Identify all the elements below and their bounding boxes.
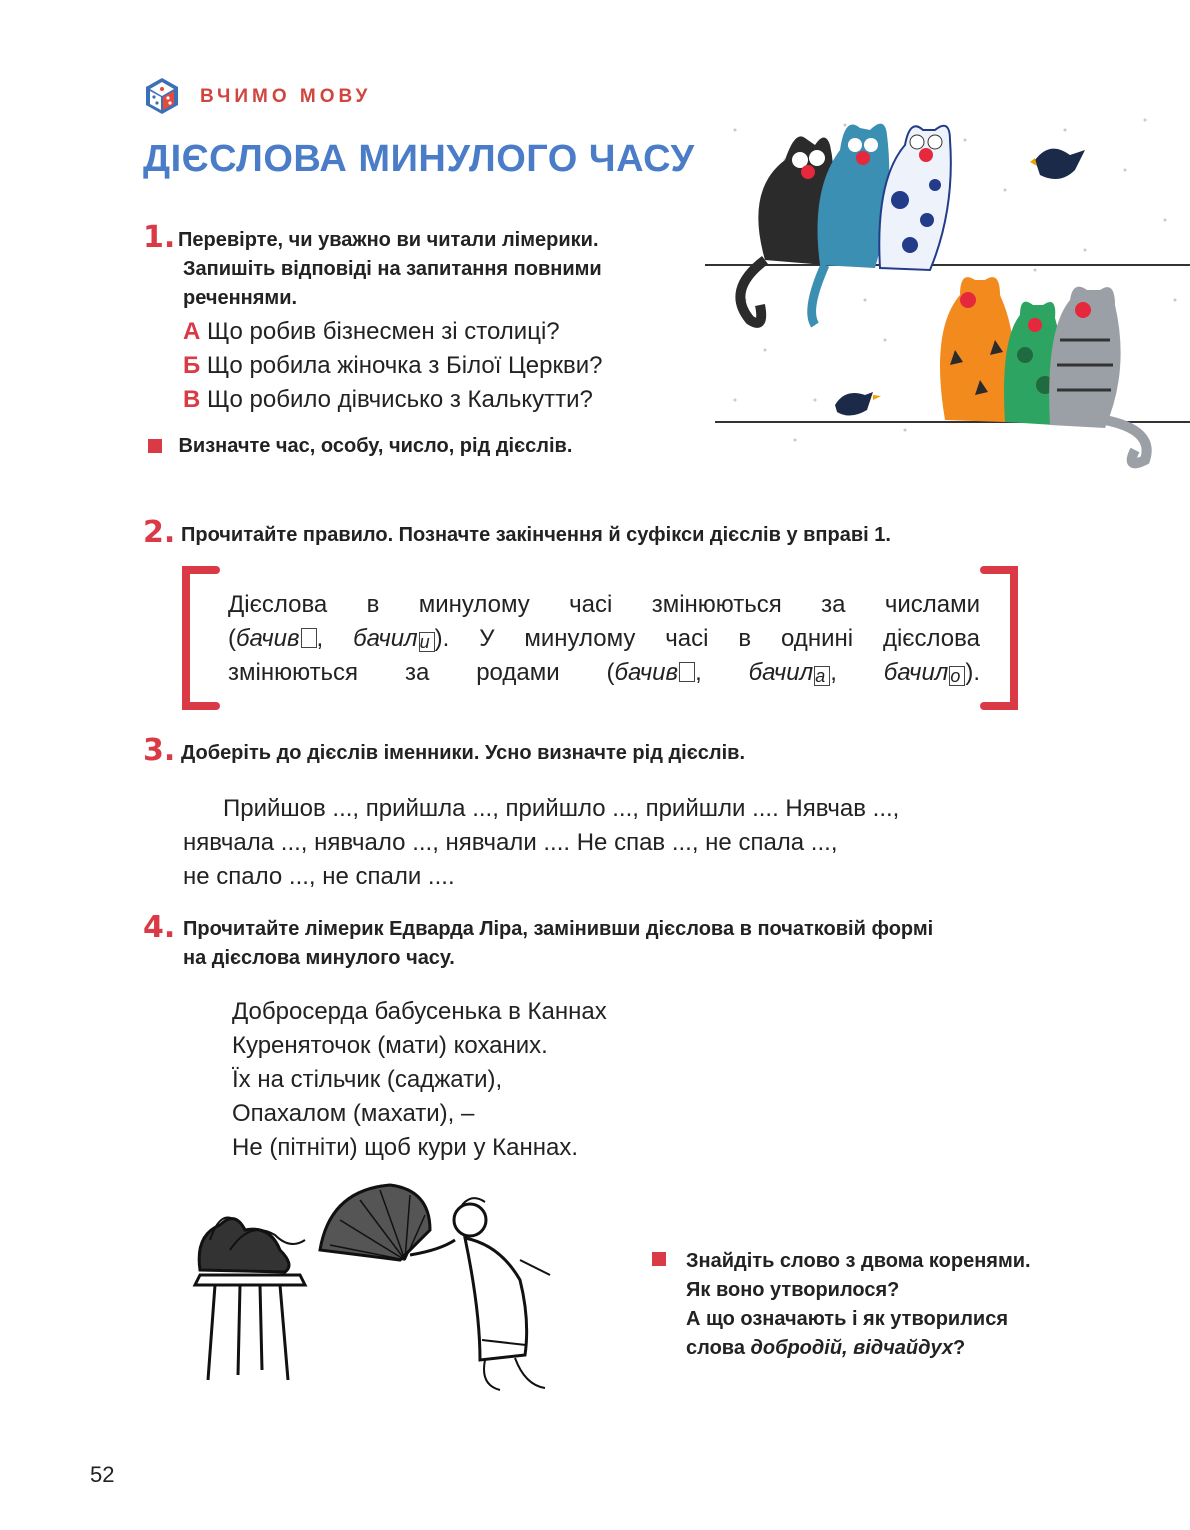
task-4-number: 4. (143, 910, 176, 945)
red-square-icon (148, 439, 162, 453)
task-1-instruction-line: Перевірте, чи уважно ви читали лімерики. (178, 229, 599, 251)
task-1-instruction-line: Запишіть відповіді на запитання повними (183, 258, 602, 280)
poem-line: Добросерда бабусенька в Каннах (232, 998, 607, 1025)
ending-box: и (419, 632, 435, 652)
rule-text-part: змінюються за родами ( (228, 659, 615, 686)
rule-word-suffix: в (665, 659, 679, 686)
poem-line: Не (пітніти) щоб кури у Каннах. (232, 1134, 578, 1161)
side-question-line: А що означають і як утворилися (686, 1308, 1009, 1330)
rule-word-stem: бачи (883, 659, 935, 686)
task-1-number: 1. (143, 220, 176, 255)
page-number: 52 (90, 1462, 115, 1487)
page-title: ДІЄСЛОВА МИНУЛОГО ЧАСУ (143, 138, 695, 180)
task-3-line: не спало ..., не спали .... (183, 863, 455, 890)
rule-line-1: Дієслова в минулому часі змінюються за числами (228, 591, 980, 618)
rule-text (228, 588, 980, 690)
rule-word (615, 659, 679, 686)
question-letter: В (183, 386, 201, 413)
task-2-number: 2. (143, 515, 176, 550)
task-3-line: нявчала ..., нявчало ..., нявчали .... Не спав ..., не спала ..., (183, 829, 838, 856)
rule-word-suffix: л (799, 659, 814, 686)
question-letter: А (183, 318, 201, 345)
rule-word-suffix: л (934, 659, 949, 686)
empty-ending-box (679, 662, 695, 682)
task-3-number: 3. (143, 733, 176, 768)
rule-word (353, 625, 418, 652)
rule-line-2: (бачив , бачил и ). У минулому часі в однині дієслова (228, 625, 980, 652)
task-4-instruction (183, 915, 1123, 973)
rule-word-suffix: л (404, 625, 418, 652)
ending-box: о (949, 666, 965, 686)
red-square-icon (652, 1252, 666, 1266)
side-question-line (686, 1334, 1152, 1363)
rule-word-stem: бачи (353, 625, 405, 652)
question-text: Що робив бізнесмен зі столиці? (207, 318, 560, 345)
rule-word-suffix: в (287, 625, 300, 652)
task-1-extra-text: Визначте час, особу, число, рід дієслів. (178, 435, 573, 457)
rule-word (236, 625, 300, 652)
empty-ending-box (301, 628, 317, 648)
rule-line-3: змінюються за родами (бачив , бачил а , бачил о ). (228, 659, 981, 686)
side-question-line: Як воно утворилося? (686, 1279, 900, 1301)
rule-text-part: ). У минулому часі в однині дієслова (434, 625, 980, 652)
task-2-instruction: Прочитайте правило. Позначте закінчення й суфікси дієслів у вправі 1. (181, 524, 891, 546)
side-question-words: добродій, відчайдух (750, 1337, 953, 1359)
question-item (183, 315, 743, 349)
poem-line: Їх на стільчик (саджати), (232, 1066, 503, 1093)
rule-text-part: ( (228, 625, 236, 652)
task-1-instruction-line: реченнями. (183, 287, 298, 309)
section-label: ВЧИМО МОВУ (200, 86, 372, 107)
question-item (183, 383, 743, 417)
side-question-part: слова (686, 1337, 751, 1359)
poem (232, 995, 832, 1165)
grandma-fanning-chickens-illustration (180, 1180, 600, 1400)
poem-line: Опахалом (махати), – (232, 1100, 475, 1127)
side-question-part: ? (953, 1337, 966, 1359)
task-4-instruction-line: на дієслова минулого часу. (183, 947, 455, 969)
task-1-instruction (178, 226, 718, 313)
rule-word-stem: бачи (748, 659, 800, 686)
rule-bracket-left (180, 566, 220, 710)
rule-bracket-right (980, 566, 1020, 710)
poem-line: Куреняточок (мати) коханих. (232, 1032, 548, 1059)
cats-illustration (705, 100, 1190, 480)
rule-text-part: ). (965, 659, 981, 686)
question-text: Що робило дівчисько з Калькутти? (207, 386, 593, 413)
task-3-text (183, 792, 1063, 894)
side-question-text (686, 1247, 1152, 1363)
rule-word-stem: бачи (236, 625, 288, 652)
rule-word-stem: бачи (614, 659, 666, 686)
rule-word (749, 659, 814, 686)
question-item (183, 349, 743, 383)
side-question-line: Знайдіть слово з двома коренями. (686, 1250, 1031, 1272)
cube-icon (143, 76, 181, 116)
task-1-extra (148, 432, 572, 461)
task-4-instruction-line: Прочитайте лімерик Едварда Ліра, замінивши дієслова в початковій формі (183, 918, 934, 940)
question-letter: Б (183, 352, 201, 379)
task-3-instruction: Доберіть до дієслів іменники. Усно визначте рід дієслів. (181, 742, 745, 764)
task-3-line: Прийшов ..., прийшла ..., прийшло ..., прийшли .... Нявчав ..., (223, 795, 900, 822)
ending-box: а (814, 666, 830, 686)
task-1-questions (183, 315, 743, 417)
rule-word (884, 659, 949, 686)
question-text: Що робила жіночка з Білої Церкви? (206, 352, 603, 379)
side-question-block (652, 1247, 1152, 1363)
